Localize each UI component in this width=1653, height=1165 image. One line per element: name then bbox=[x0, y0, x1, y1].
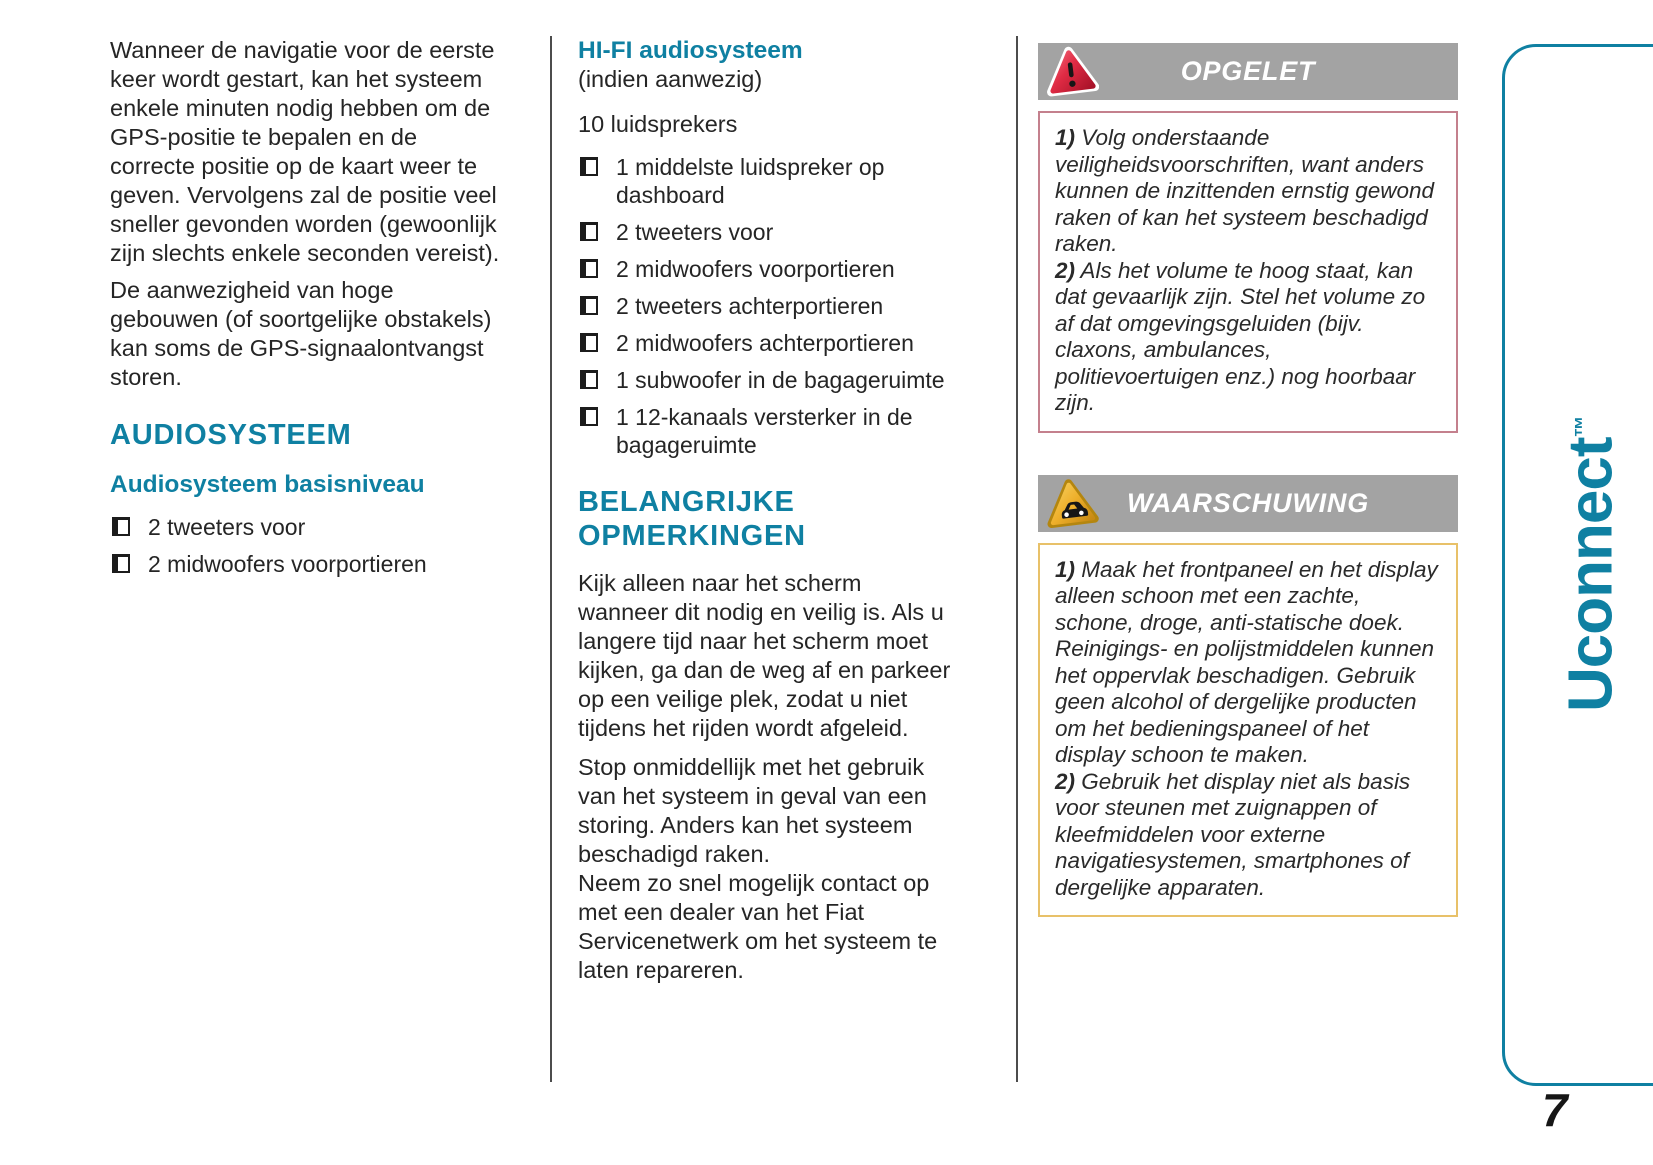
list-item-label: 2 midwoofers achterportieren bbox=[616, 330, 914, 356]
left-column bbox=[110, 36, 508, 587]
warning-item-text: Gebruik het display niet als basis voor steunen met zuignappen of kleefmiddelen voor externe navigatiesystemen, smartphones of dergelijke apparaten. bbox=[1055, 768, 1411, 900]
warning-item-number: 1) bbox=[1055, 125, 1076, 150]
warning-item bbox=[1055, 557, 1441, 769]
hifi-availability-note: (indien aanwezig) bbox=[578, 66, 763, 92]
waarschuwing-box bbox=[1038, 543, 1458, 918]
basisniveau-speaker-list bbox=[110, 513, 508, 578]
checkbox-bullet-icon bbox=[580, 222, 598, 241]
subsection-heading-hifi: HI-FI audiosysteem bbox=[578, 37, 803, 64]
checkbox-bullet-icon bbox=[580, 333, 598, 352]
warning-item bbox=[1055, 769, 1441, 902]
list-item bbox=[578, 366, 958, 394]
list-item-label: 2 midwoofers voorportieren bbox=[616, 256, 895, 282]
checkbox-bullet-icon bbox=[112, 517, 130, 536]
list-item-label: 2 tweeters achterportieren bbox=[616, 293, 884, 319]
list-item bbox=[110, 513, 508, 541]
warning-item-number: 1) bbox=[1055, 556, 1076, 582]
column-divider-left bbox=[550, 36, 552, 1082]
checkbox-bullet-icon bbox=[580, 407, 598, 426]
trademark-symbol: ™ bbox=[1570, 415, 1595, 438]
opgelet-box bbox=[1038, 111, 1458, 433]
list-item bbox=[578, 153, 958, 209]
list-item bbox=[110, 550, 508, 578]
page-number: 7 bbox=[1542, 1084, 1567, 1136]
warning-item bbox=[1055, 258, 1441, 417]
hifi-speaker-count: 10 luidsprekers bbox=[578, 111, 738, 137]
list-item-label: 2 midwoofers voorportieren bbox=[148, 551, 427, 577]
checkbox-bullet-icon bbox=[112, 554, 130, 573]
hifi-speaker-list bbox=[578, 153, 958, 459]
list-item bbox=[578, 329, 958, 357]
notes-paragraph-3: Neem zo snel mogelijk contact op met een dealer van het Fiat Servicenetwerk om het systeem te laten repareren. bbox=[578, 870, 938, 983]
list-item-label: 1 middelste luidspreker op dashboard bbox=[616, 154, 885, 208]
list-item-label: 1 12-kanaals versterker in de bagageruimte bbox=[616, 404, 913, 458]
uconnect-brand-label bbox=[1548, 416, 1627, 712]
intro-paragraph-2: De aanwezigheid van hoge gebouwen (of soortgelijke obstakels) kan soms de GPS-signaalontvangst storen. bbox=[110, 277, 492, 390]
warning-item-text: Maak het frontpaneel en het display alleen schoon met een zachte, schone, droge, anti-statische doek. Reinigings- en polijstmiddelen kunnen het oppervlak beschadigen. Gebruik geen alcohol of dergelijke producten om het bedieningspaneel of het display schoon te maken. bbox=[1055, 556, 1438, 767]
subsection-heading-basisniveau: Audiosysteem basisniveau bbox=[110, 471, 425, 498]
list-item-label: 2 tweeters voor bbox=[616, 219, 774, 245]
list-item bbox=[578, 255, 958, 283]
warning-item bbox=[1055, 125, 1441, 258]
checkbox-bullet-icon bbox=[580, 259, 598, 278]
list-item-label: 1 subwoofer in de bagageruimte bbox=[616, 367, 945, 393]
notes-paragraph-2: Stop onmiddellijk met het gebruik van het systeem in geval van een storing. Anders kan het systeem beschadigd raken. bbox=[578, 754, 927, 867]
column-divider-right bbox=[1016, 36, 1018, 1082]
opgelet-title: OPGELET bbox=[1180, 56, 1316, 86]
middle-column bbox=[578, 36, 958, 985]
list-item-label: 2 tweeters voor bbox=[148, 514, 306, 540]
warning-item-number: 2) bbox=[1055, 257, 1076, 283]
checkbox-bullet-icon bbox=[580, 370, 598, 389]
warning-item-text: Als het volume te hoog staat, kan dat gevaarlijk zijn. Stel het volume zo af dat omgevingsgeluiden (bijv. claxons, ambulances, politievoertuigen enz.) nog hoorbaar zijn. bbox=[1055, 257, 1426, 415]
checkbox-bullet-icon bbox=[580, 157, 598, 176]
opgelet-header-bar bbox=[1038, 43, 1458, 100]
list-item bbox=[578, 292, 958, 320]
warning-item-number: 2) bbox=[1055, 768, 1076, 794]
intro-paragraph-1: Wanneer de navigatie voor de eerste keer wordt gestart, kan het systeem enkele minuten nodig hebben om de GPS-positie te bepalen en de correcte positie op de kaart weer te geven. Vervolgens zal de positie veel sneller gevonden worden (gewoonlijk zijn slechts enkele seconden vereist). bbox=[110, 37, 500, 266]
brand-text: Uconnect bbox=[1556, 437, 1626, 712]
section-heading-belangrijke-opmerkingen: BELANGRIJKE OPMERKINGEN bbox=[578, 486, 806, 552]
notes-paragraph-1: Kijk alleen naar het scherm wanneer dit nodig en veilig is. Als u langere tijd naar het scherm moet kijken, ga dan de weg af en parkeer op een veilige plek, zodat u niet tijdens het rijden wordt afgeleid. bbox=[578, 570, 951, 741]
section-heading-audiosysteem: AUDIOSYSTEEM bbox=[110, 419, 352, 451]
warning-item-text: Volg onderstaande veiligheidsvoorschriften, want anders kunnen de inzittenden ernstig gewond raken of kan het systeem beschadigd raken. bbox=[1055, 125, 1435, 256]
list-item bbox=[578, 403, 958, 459]
waarschuwing-title: WAARSCHUWING bbox=[1126, 487, 1370, 518]
warnings-column bbox=[1038, 43, 1458, 917]
waarschuwing-header-bar bbox=[1038, 475, 1458, 532]
yellow-warning-triangle-car-icon bbox=[1043, 476, 1099, 532]
red-warning-triangle-exclamation-icon bbox=[1043, 44, 1099, 100]
list-item bbox=[578, 218, 958, 246]
checkbox-bullet-icon bbox=[580, 296, 598, 315]
